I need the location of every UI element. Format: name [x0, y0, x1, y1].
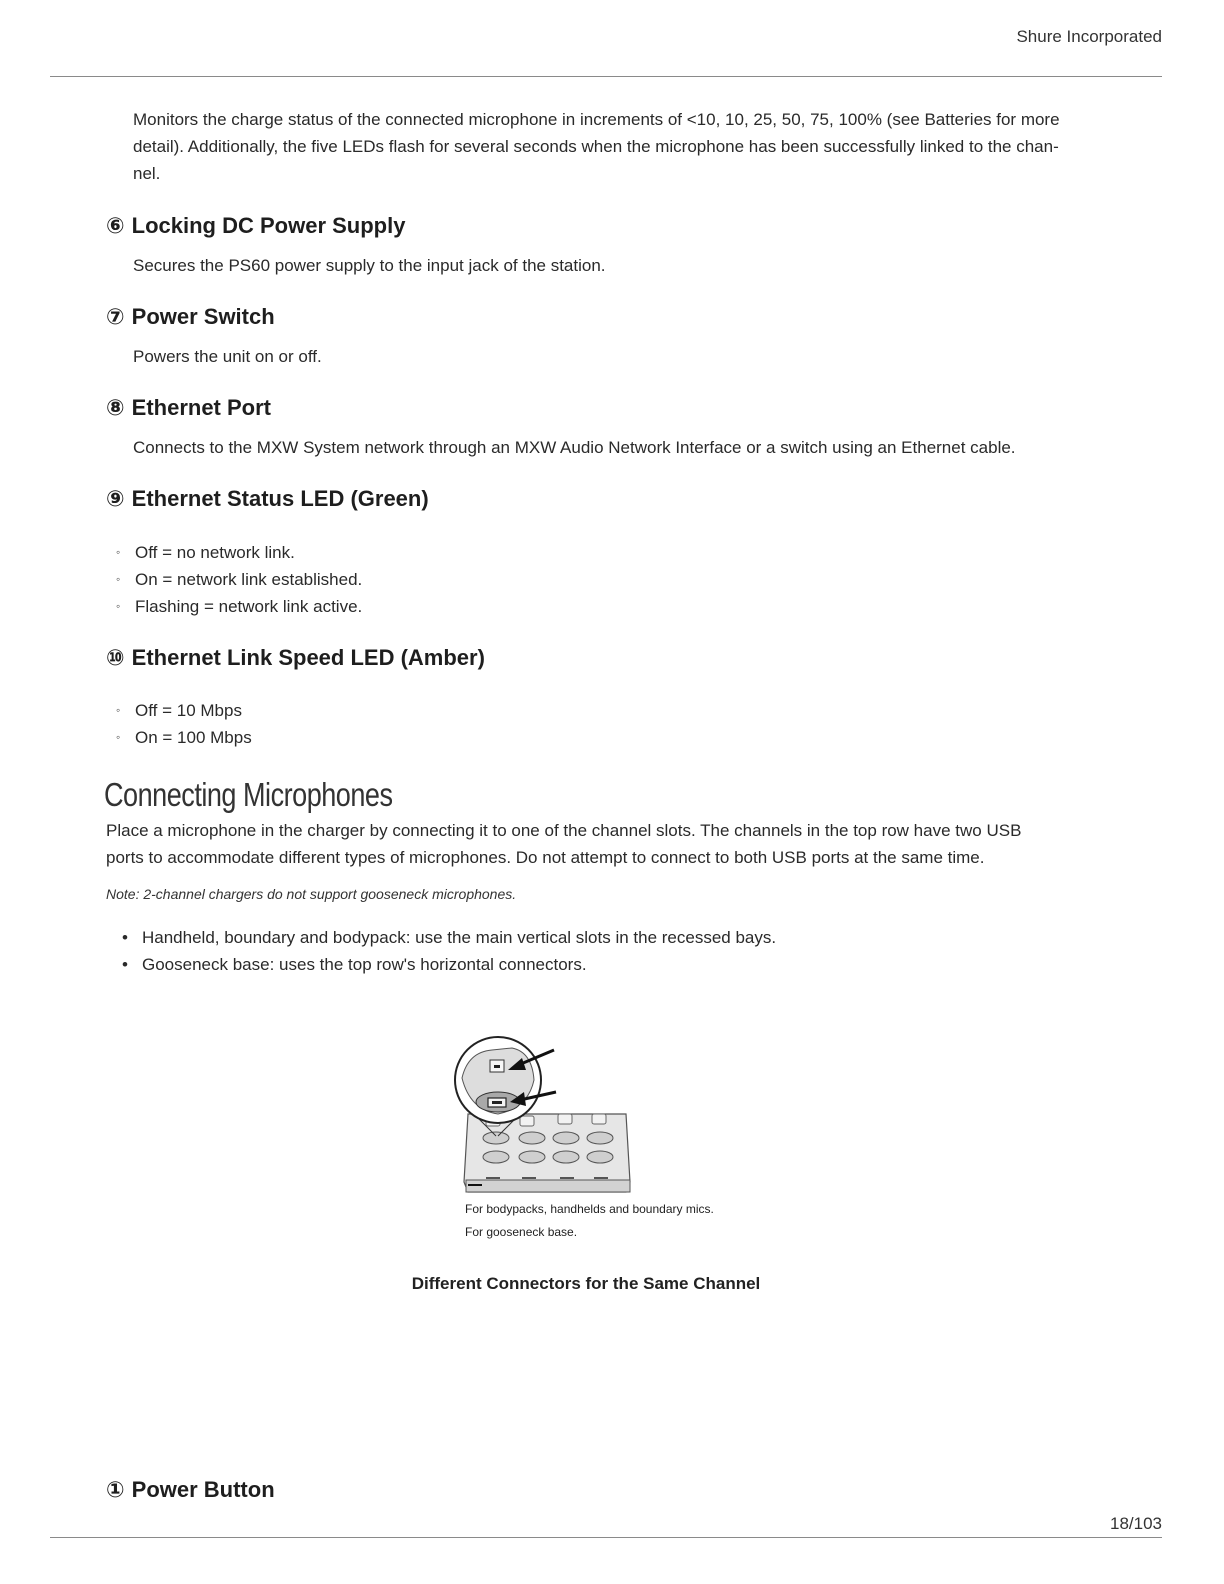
section-title-connecting: Connecting Microphones — [104, 776, 393, 813]
page-number: 18/103 — [1110, 1514, 1162, 1533]
list-item: • Handheld, boundary and bodypack: use the main vertical slots in the recessed bays. — [122, 928, 777, 947]
list-item: ◦ Off = 10 Mbps — [116, 701, 242, 720]
connecting-line-2: ports to accommodate different types of microphones. Do not attempt to connect to both USB ports at the same time. — [106, 848, 985, 867]
heading-power-button — [106, 1476, 275, 1504]
list-item: • Gooseneck base: uses the top row's horizontal connectors. — [122, 955, 587, 974]
header-company: Shure Incorporated — [1016, 27, 1162, 46]
desc-ethernet-port: Connects to the MXW System network through an MXW Audio Network Interface or a switch using an Ethernet cable. — [133, 438, 1016, 457]
desc-locking-dc: Secures the PS60 power supply to the input jack of the station. — [133, 256, 606, 275]
heading-power-switch — [106, 303, 275, 331]
footer-divider — [50, 1537, 1162, 1538]
heading-text: Locking DC Power Supply — [131, 213, 406, 238]
intro-line-3: nel. — [133, 164, 161, 183]
heading-text: Power Switch — [131, 304, 275, 329]
heading-ethernet-status-led — [106, 485, 429, 513]
charger-illustration — [448, 1030, 748, 1250]
ethernet-speed-list — [116, 697, 252, 751]
note-text: Note: 2-channel chargers do not support gooseneck microphones. — [106, 886, 517, 902]
charger-diagram — [448, 1030, 748, 1200]
heading-text: Ethernet Port — [131, 395, 271, 420]
list-item: ◦ Flashing = network link active. — [116, 597, 363, 616]
desc-power-switch: Powers the unit on or off. — [133, 347, 322, 366]
callout-number: ⑨ — [106, 486, 125, 511]
callout-number: ⑦ — [106, 304, 125, 329]
heading-text: Ethernet Status LED (Green) — [131, 486, 429, 511]
heading-ethernet-speed-led — [106, 644, 485, 672]
callout-number: ⑥ — [106, 213, 125, 238]
figure-caption: Different Connectors for the Same Channel — [411, 1274, 761, 1293]
intro-line-2: detail). Additionally, the five LEDs flash for several seconds when the microphone has been successfully linked to the chan- — [133, 137, 1059, 156]
callout-number: ⑩ — [106, 645, 125, 670]
figure-label-bodypacks: For bodypacks, handhelds and boundary mics. — [465, 1202, 714, 1216]
connector-bullets — [122, 924, 776, 978]
connecting-line-1: Place a microphone in the charger by connecting it to one of the channel slots. The channels in the top row have two USB — [106, 821, 1022, 840]
list-item: ◦ On = 100 Mbps — [116, 728, 252, 747]
intro-line-1: Monitors the charge status of the connected microphone in increments of <10, 10, 25, 50, 75, 100% (see Batteries for more — [133, 110, 1060, 129]
ethernet-status-list — [116, 539, 362, 620]
heading-text: Ethernet Link Speed LED (Amber) — [131, 645, 485, 670]
list-item: ◦ Off = no network link. — [116, 543, 295, 562]
list-item: ◦ On = network link established. — [116, 570, 363, 589]
header-divider — [50, 76, 1162, 77]
figure-label-gooseneck: For gooseneck base. — [465, 1225, 578, 1239]
heading-ethernet-port — [106, 394, 271, 422]
callout-number: ⑧ — [106, 395, 125, 420]
callout-number: ① — [106, 1477, 125, 1502]
connecting-paragraph — [106, 817, 1116, 871]
heading-locking-dc — [106, 212, 405, 240]
intro-paragraph — [133, 106, 1113, 187]
heading-text: Power Button — [131, 1477, 275, 1502]
